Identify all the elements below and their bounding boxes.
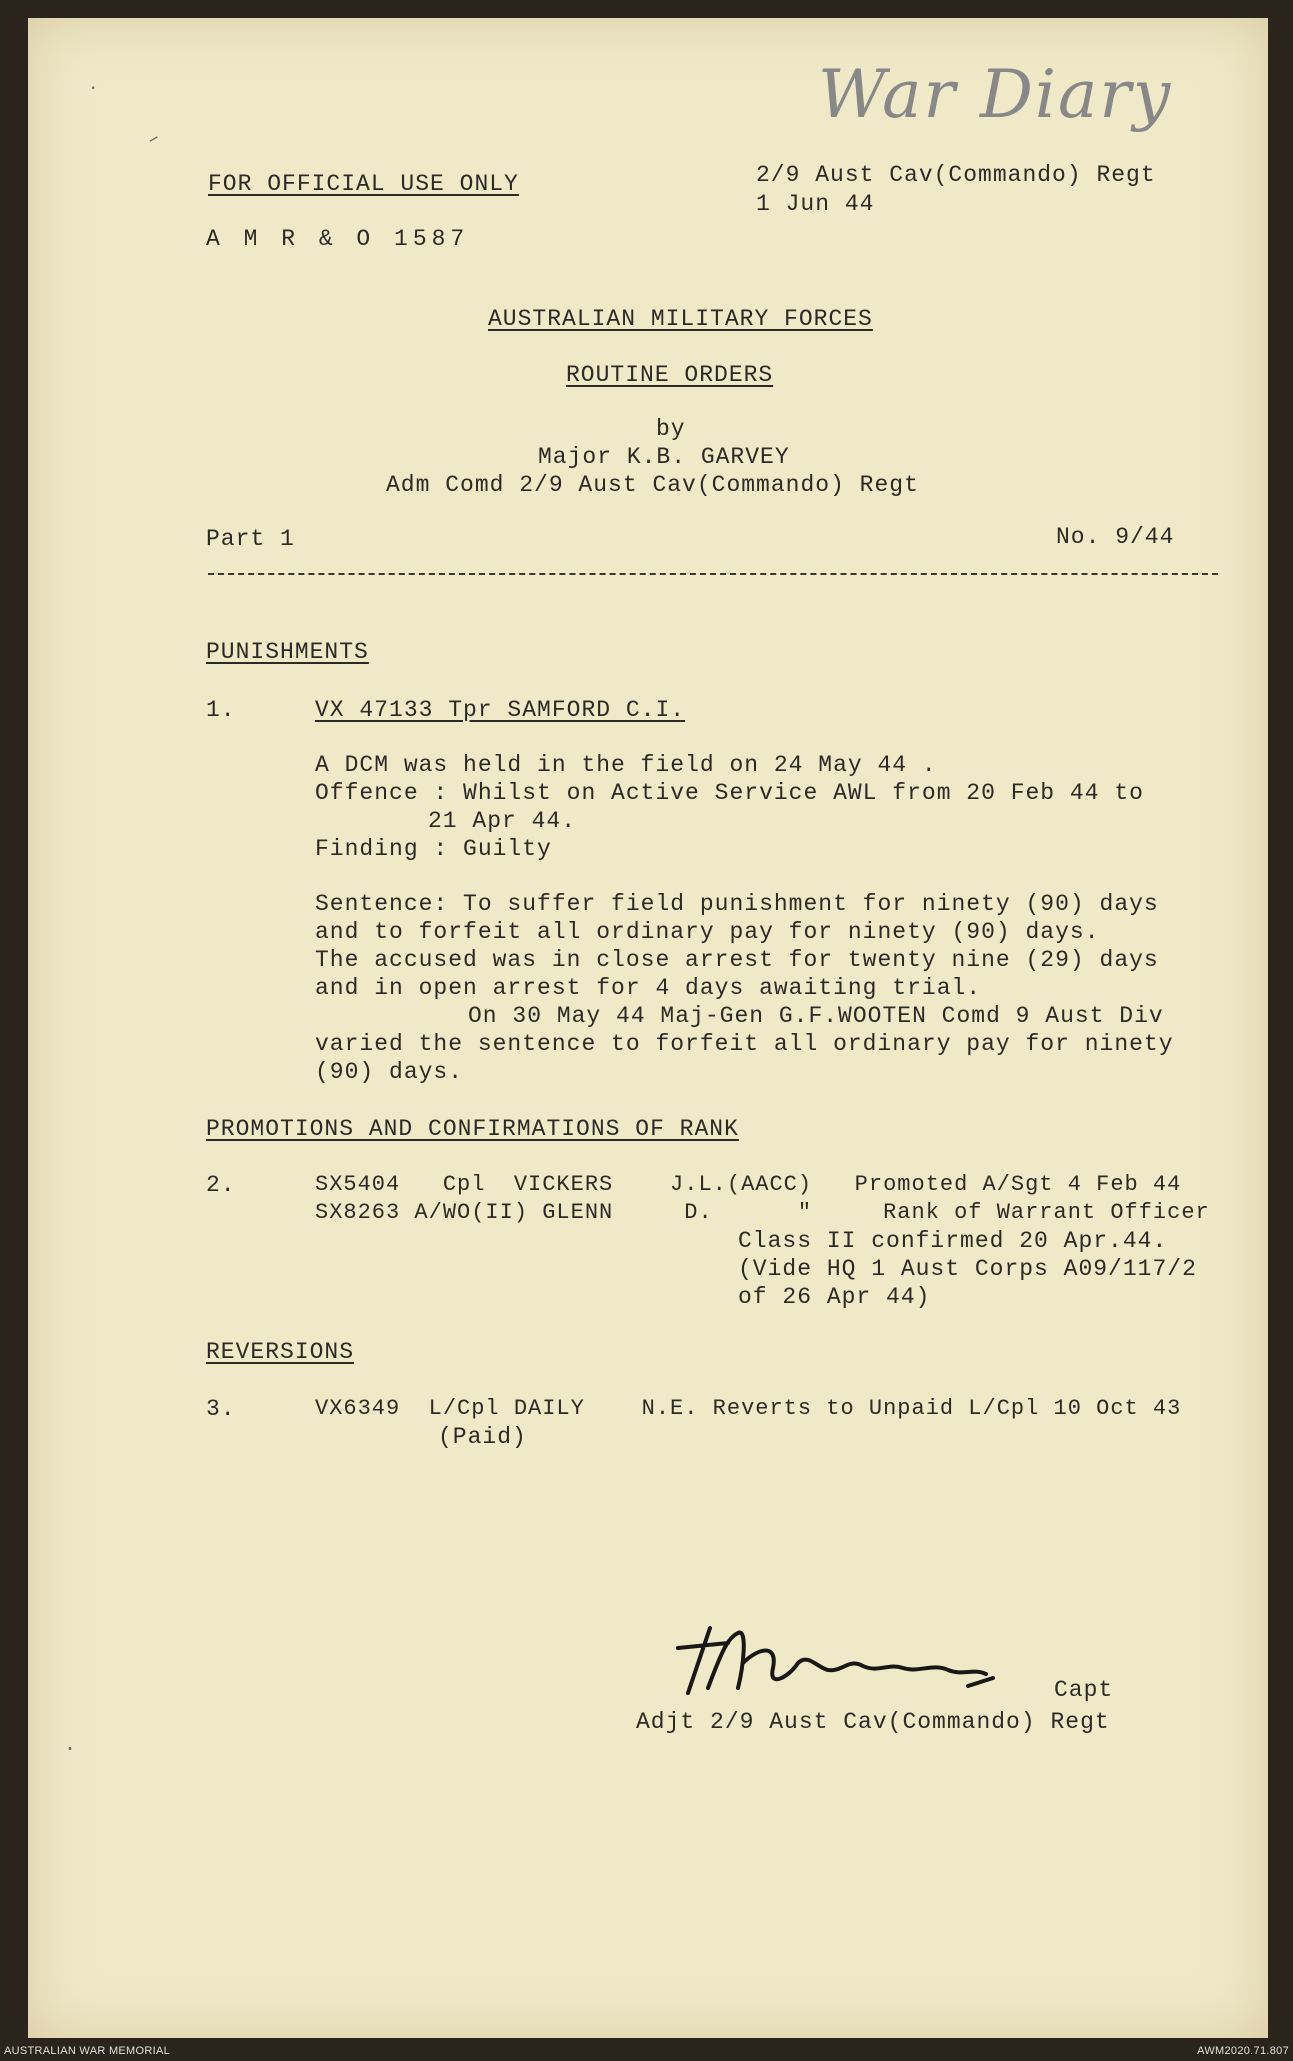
section-heading-promotions: PROMOTIONS AND CONFIRMATIONS OF RANK — [206, 1116, 739, 1142]
punishment-line: Offence : Whilst on Active Service AWL from 20 Feb 44 to — [315, 780, 1144, 806]
signatory-appointment: Adjt 2/9 Aust Cav(Commando) Regt — [636, 1709, 1110, 1735]
section-heading-punishments: PUNISHMENTS — [206, 639, 369, 665]
punishment-line: Sentence: To suffer field punishment for ninety (90) days — [315, 891, 1159, 917]
reversion-line: (Paid) — [438, 1424, 527, 1450]
punishment-line: Finding : Guilty — [315, 836, 552, 862]
punishment-line: varied the sentence to forfeit all ordinary pay for ninety — [315, 1031, 1174, 1057]
footer-accession-number: AWM2020.71.807 — [1197, 2045, 1289, 2057]
page-mark: · — [64, 1738, 77, 1761]
punishment-line: and in open arrest for 4 days awaiting trial. — [315, 975, 982, 1001]
item-subject: VX 47133 Tpr SAMFORD C.I. — [315, 697, 686, 723]
title-line-2: ROUTINE ORDERS — [566, 362, 774, 388]
signature-image — [668, 1608, 1068, 1718]
signatory-rank: Capt — [1054, 1677, 1114, 1703]
punishment-line: A DCM was held in the field on 24 May 44 . — [315, 752, 937, 778]
title-line-1: AUSTRALIAN MILITARY FORCES — [488, 306, 873, 332]
punishment-line: and to forfeit all ordinary pay for ninety (90) days. — [315, 919, 1100, 945]
promotion-line: of 26 Apr 44) — [738, 1284, 931, 1310]
punishment-line: On 30 May 44 Maj-Gen G.F.WOOTEN Comd 9 Aust Div — [468, 1003, 1164, 1029]
page-mark: ‧ — [90, 79, 97, 102]
unit-name: 2/9 Aust Cav(Commando) Regt — [756, 162, 1156, 188]
classification-label: FOR OFFICIAL USE ONLY — [208, 171, 519, 197]
reference-number: A M R & O 1587 — [206, 226, 470, 252]
reversion-line: VX6349 L/Cpl DAILY N.E. Reverts to Unpaid L/Cpl 10 Oct 43 — [315, 1396, 1182, 1421]
order-number: No. 9/44 — [1056, 524, 1175, 550]
section-heading-reversions: REVERSIONS — [206, 1339, 355, 1365]
title-by: by — [656, 416, 686, 442]
item-number: 2. — [206, 1172, 236, 1198]
part-label: Part 1 — [206, 526, 295, 552]
handwritten-note: War Diary — [818, 56, 1173, 133]
punishment-line: The accused was in close arrest for twenty nine (29) days — [315, 947, 1159, 973]
footer-archive-name: AUSTRALIAN WAR MEMORIAL — [4, 2045, 171, 2057]
promotion-line: SX5404 Cpl VICKERS J.L.(AACC) Promoted A/Sgt 4 Feb 44 — [315, 1172, 1182, 1197]
promotion-line: (Vide HQ 1 Aust Corps A09/117/2 — [738, 1256, 1197, 1282]
item-number: 1. — [206, 697, 236, 723]
punishment-line: (90) days. — [315, 1059, 464, 1085]
item-number: 3. — [206, 1396, 236, 1422]
section-divider — [208, 573, 1218, 575]
promotion-line: Class II confirmed 20 Apr.44. — [738, 1228, 1168, 1254]
issuing-officer: Major K.B. GARVEY — [538, 444, 790, 470]
page-mark: – — [143, 126, 165, 153]
promotion-line: SX8263 A/WO(II) GLENN D. " Rank of Warrant Officer — [315, 1200, 1210, 1225]
order-date: 1 Jun 44 — [756, 191, 875, 217]
issuing-appointment: Adm Comd 2/9 Aust Cav(Commando) Regt — [386, 472, 919, 498]
document-page — [28, 18, 1268, 2038]
punishment-line: 21 Apr 44. — [428, 808, 577, 834]
